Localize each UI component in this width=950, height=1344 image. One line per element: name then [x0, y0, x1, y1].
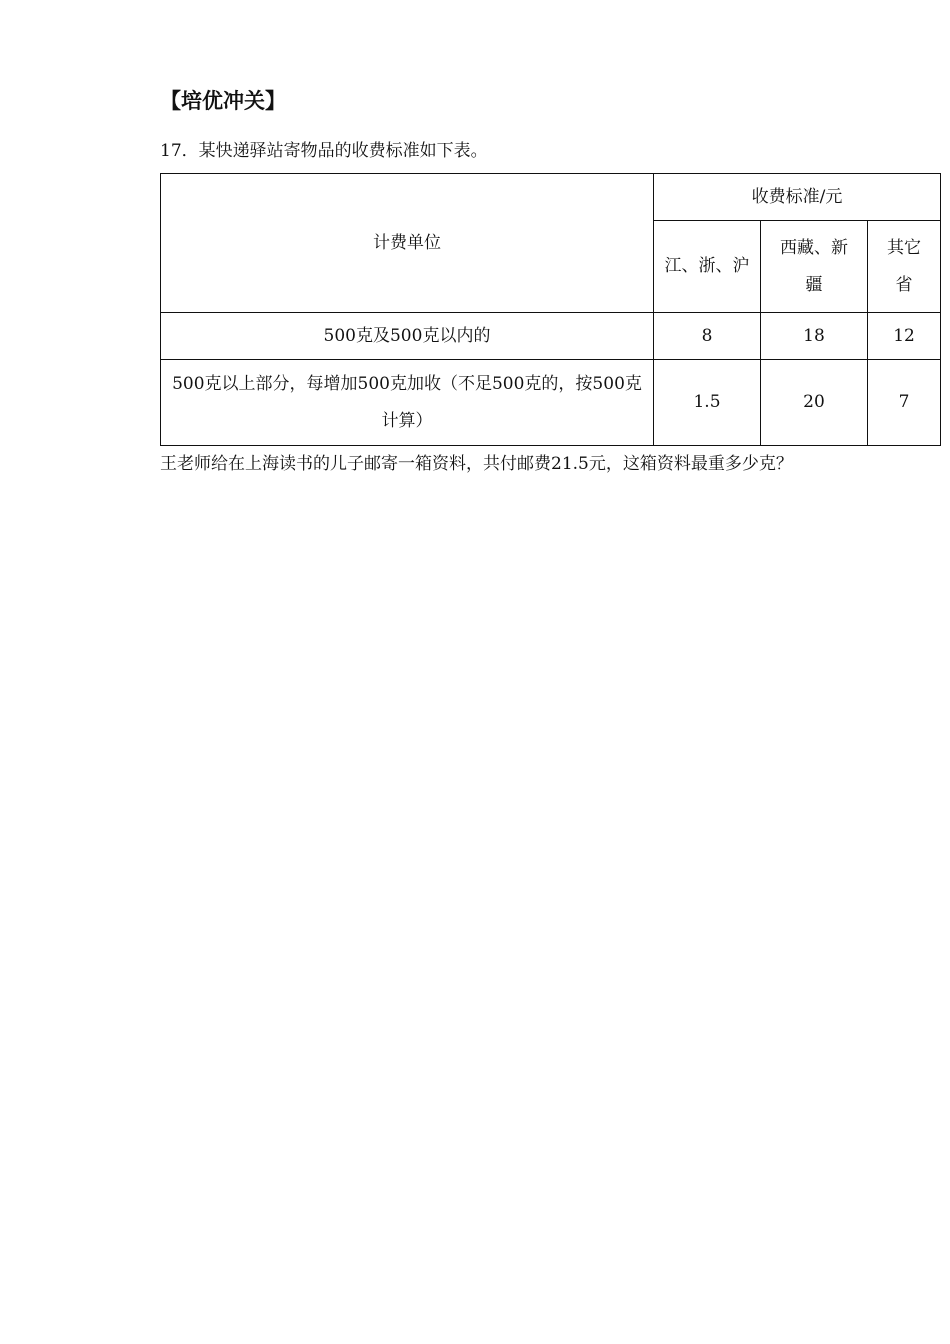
row-label: 500克及500克以内的: [323, 325, 491, 346]
table-row: [161, 360, 941, 446]
value-cell: [868, 360, 941, 446]
region-header-cell: [654, 221, 761, 313]
value-cell: [761, 313, 868, 360]
unit-header-cell: [161, 174, 654, 313]
section-heading: 【培优冲关】: [160, 89, 286, 113]
table-row: [161, 313, 941, 360]
row-label-cell: [161, 360, 654, 446]
fee-table: [160, 173, 941, 446]
region-header: 其它省: [887, 237, 921, 295]
region-header: 江、浙、沪: [664, 256, 750, 276]
fee-value: 18: [803, 325, 825, 346]
region-header-cell: [868, 221, 941, 313]
fee-value: 1.5: [693, 392, 721, 412]
region-header: 西藏、新疆: [780, 237, 848, 295]
fee-value: 8: [701, 325, 713, 346]
row-label: 500克以上部分，每增加500克加收（不足500克的，按500克计算）: [172, 373, 642, 431]
fee-header-cell: [654, 174, 941, 221]
fee-value: 12: [893, 325, 915, 346]
unit-header: 计费单位: [373, 232, 441, 253]
fee-value: 20: [803, 392, 825, 412]
row-label-cell: [161, 313, 654, 360]
value-cell: [654, 313, 761, 360]
value-cell: [761, 360, 868, 446]
fee-value: 7: [898, 392, 910, 412]
question-body: 王老师给在上海读书的儿子邮寄一箱资料，共付邮费21.5元，这箱资料最重多少克？: [160, 454, 793, 474]
fee-header: 收费标准/元: [751, 186, 843, 207]
question-intro: 17．某快递驿站寄物品的收费标准如下表。: [160, 141, 488, 161]
value-cell: [868, 313, 941, 360]
value-cell: [654, 360, 761, 446]
region-header-cell: [761, 221, 868, 313]
